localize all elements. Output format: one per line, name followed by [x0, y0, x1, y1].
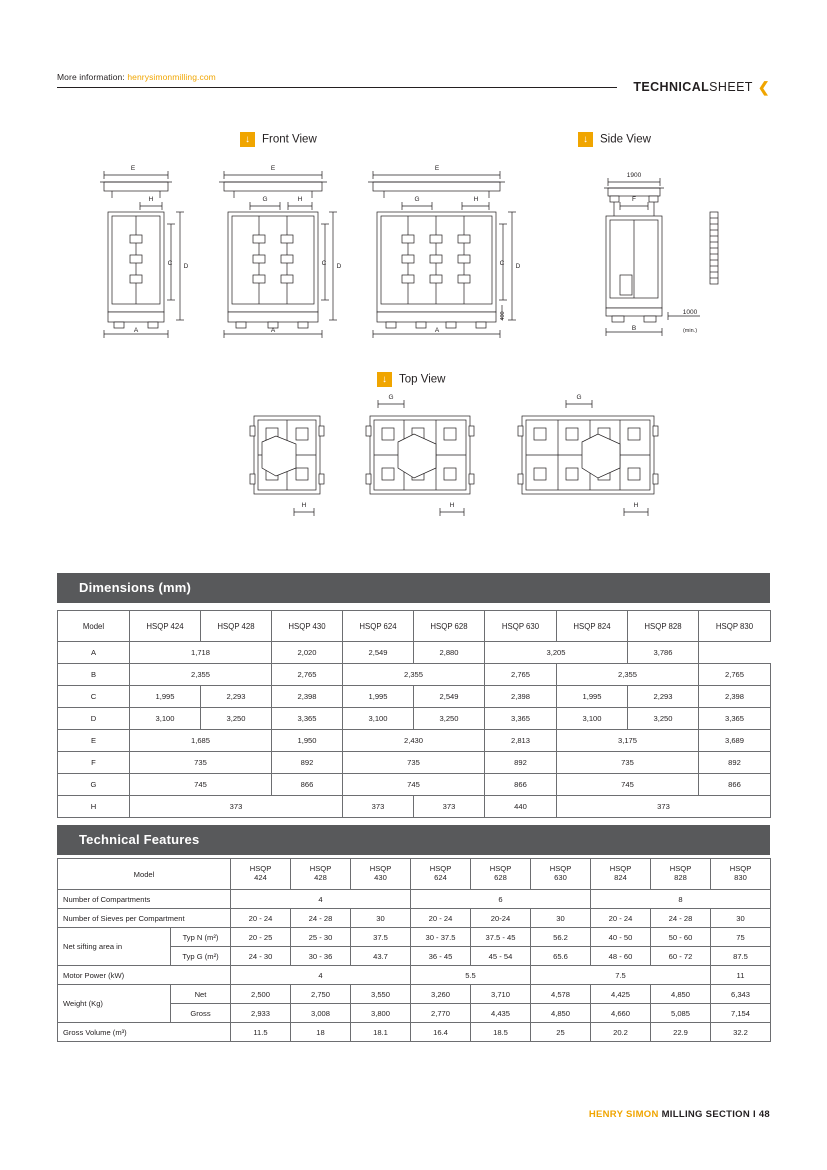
table-row — [58, 686, 771, 708]
table-cell: 6,343 — [711, 985, 771, 1004]
technical-sheet-brand — [633, 78, 770, 95]
table-cell: 3,710 — [471, 985, 531, 1004]
dimensions-banner: Dimensions (mm) — [57, 573, 770, 603]
table-row — [58, 708, 771, 730]
table-row — [58, 752, 771, 774]
column-header-model-hsqp-628: HSQP 628 — [414, 611, 485, 642]
website-link[interactable]: henrysimonmilling.com — [127, 72, 216, 82]
table-cell: 2,549 — [414, 686, 485, 708]
table-cell: 735 — [343, 752, 485, 774]
table-cell: 735 — [557, 752, 699, 774]
table-cell: 50 - 60 — [651, 928, 711, 947]
table-cell: 4,578 — [531, 985, 591, 1004]
down-arrow-icon: ↓ — [578, 132, 593, 147]
down-arrow-icon: ↓ — [377, 372, 392, 387]
table-row — [58, 796, 771, 818]
table-cell: 87.5 — [711, 947, 771, 966]
table-cell: 1,995 — [343, 686, 414, 708]
table-cell: 3,175 — [557, 730, 699, 752]
row-label: F — [58, 752, 130, 774]
table-cell: 36 - 45 — [411, 947, 471, 966]
svg-text:H: H — [148, 196, 154, 203]
row-label: E — [58, 730, 130, 752]
row-sublabel: Net — [171, 985, 231, 1004]
column-header-model-hsqp-430: HSQP 430 — [272, 611, 343, 642]
svg-text:D: D — [183, 263, 189, 270]
brand-light-text: SHEET — [709, 80, 753, 94]
table-cell: 24 - 30 — [231, 947, 291, 966]
table-cell: 745 — [557, 774, 699, 796]
row-label: D — [58, 708, 130, 730]
table-cell: 2,355 — [130, 664, 272, 686]
svg-text:1000: 1000 — [682, 309, 698, 316]
table-cell: 1,950 — [272, 730, 343, 752]
table-header-row — [58, 611, 771, 642]
table-row — [58, 730, 771, 752]
technical-drawings — [0, 120, 827, 550]
row-label: Weight (Kg) — [58, 985, 171, 1023]
table-row — [58, 890, 771, 909]
dimensions-table — [57, 610, 771, 818]
table-cell: 20 - 24 — [231, 909, 291, 928]
svg-text:G: G — [414, 196, 420, 203]
more-information — [57, 72, 216, 82]
front-view-text: Front View — [262, 133, 317, 146]
table-cell: 3,689 — [699, 730, 771, 752]
table-cell: 3,250 — [201, 708, 272, 730]
svg-text:F: F — [632, 196, 636, 203]
table-cell: 60 - 72 — [651, 947, 711, 966]
row-label: Net sifting area in — [58, 928, 171, 966]
column-header-model-hsqp-824: HSQP 824 — [557, 611, 628, 642]
table-cell: 2,020 — [272, 642, 343, 664]
table-cell: 56.2 — [531, 928, 591, 947]
table-cell: 20 - 24 — [591, 909, 651, 928]
table-cell: 866 — [272, 774, 343, 796]
table-cell: 1,718 — [130, 642, 272, 664]
table-cell: 30 - 37.5 — [411, 928, 471, 947]
table-cell: 22.9 — [651, 1023, 711, 1042]
table-cell: 3,365 — [699, 708, 771, 730]
front-view-drawing-2 — [219, 165, 342, 338]
side-view-text: Side View — [600, 133, 651, 146]
table-cell: 3,205 — [485, 642, 628, 664]
table-row — [58, 664, 771, 686]
svg-text:H: H — [449, 502, 455, 509]
svg-text:D: D — [515, 263, 521, 270]
chevron-left-icon: ❮ — [757, 79, 770, 95]
table-row — [58, 928, 771, 947]
table-cell: 3,250 — [414, 708, 485, 730]
table-cell: 5,085 — [651, 1004, 711, 1023]
table-cell: 4,850 — [651, 985, 711, 1004]
svg-text:B: B — [631, 325, 637, 332]
table-row — [58, 909, 771, 928]
table-cell: 75 — [711, 928, 771, 947]
table-cell: 18 — [291, 1023, 351, 1042]
table-cell: 2,500 — [231, 985, 291, 1004]
table-cell: 373 — [414, 796, 485, 818]
column-header-model-hsqp-828: HSQP 828 — [628, 611, 699, 642]
svg-text:H: H — [301, 502, 307, 509]
table-cell: 4,435 — [471, 1004, 531, 1023]
row-label: B — [58, 664, 130, 686]
column-header-model-hsqp-624: HSQP 624 — [343, 611, 414, 642]
svg-text:400: 400 — [500, 311, 506, 321]
table-cell: 3,550 — [351, 985, 411, 1004]
column-header-model: Model — [58, 859, 231, 890]
table-cell: 20.2 — [591, 1023, 651, 1042]
table-cell: 24 - 28 — [651, 909, 711, 928]
table-cell: 30 - 36 — [291, 947, 351, 966]
column-header-model-hsqp-630: HSQP 630 — [485, 611, 557, 642]
row-label: Gross Volume (m³) — [58, 1023, 231, 1042]
svg-text:1900: 1900 — [626, 172, 642, 179]
table-cell: 3,365 — [485, 708, 557, 730]
column-header-model-430: HSQP 430 — [351, 859, 411, 890]
table-cell: 2,933 — [231, 1004, 291, 1023]
row-label: Number of Compartments — [58, 890, 231, 909]
table-cell: 866 — [485, 774, 557, 796]
table-cell: 30 — [711, 909, 771, 928]
table-cell: 2,813 — [485, 730, 557, 752]
table-cell: 25 — [531, 1023, 591, 1042]
table-cell: 16.4 — [411, 1023, 471, 1042]
svg-text:(min.): (min.) — [682, 328, 698, 334]
table-cell: 892 — [699, 752, 771, 774]
technical-features-banner: Technical Features — [57, 825, 770, 855]
row-label: Number of Sieves per Compartment — [58, 909, 231, 928]
table-cell: 1,685 — [130, 730, 272, 752]
column-header-model-628: HSQP 628 — [471, 859, 531, 890]
table-cell: 65.6 — [531, 947, 591, 966]
table-row — [58, 985, 771, 1004]
table-cell: 18.5 — [471, 1023, 531, 1042]
front-view-drawing-3 — [368, 165, 521, 338]
page-header — [57, 72, 770, 98]
svg-text:C: C — [321, 260, 327, 267]
table-cell: 1,995 — [557, 686, 628, 708]
table-cell: 3,100 — [130, 708, 201, 730]
svg-text:C: C — [167, 260, 173, 267]
row-sublabel: Typ G (m²) — [171, 947, 231, 966]
svg-text:G: G — [576, 394, 582, 401]
table-cell: 40 - 50 — [591, 928, 651, 947]
table-cell: 745 — [343, 774, 485, 796]
table-cell: 2,765 — [272, 664, 343, 686]
svg-text:E: E — [130, 165, 136, 172]
table-cell: 8 — [591, 890, 771, 909]
table-cell: 4 — [231, 966, 411, 985]
table-cell: 2,293 — [628, 686, 699, 708]
table-cell: 2,398 — [485, 686, 557, 708]
table-cell: 11 — [711, 966, 771, 985]
svg-text:G: G — [388, 394, 394, 401]
table-header-row — [58, 859, 771, 890]
table-cell: 4,850 — [531, 1004, 591, 1023]
svg-text:D: D — [336, 263, 342, 270]
table-cell: 3,008 — [291, 1004, 351, 1023]
table-cell: 18.1 — [351, 1023, 411, 1042]
table-cell: 30 — [531, 909, 591, 928]
column-header-model-830: HSQP 830 — [711, 859, 771, 890]
svg-text:E: E — [434, 165, 440, 172]
table-cell: 25 - 30 — [291, 928, 351, 947]
table-cell: 2,430 — [343, 730, 485, 752]
svg-text:A: A — [434, 327, 440, 334]
table-cell: 2,549 — [343, 642, 414, 664]
row-sublabel: Typ N (m²) — [171, 928, 231, 947]
drawings-svg — [0, 120, 827, 550]
table-cell: 4,425 — [591, 985, 651, 1004]
table-cell: 1,995 — [130, 686, 201, 708]
table-cell: 3,786 — [628, 642, 699, 664]
table-cell: 2,398 — [272, 686, 343, 708]
svg-text:A: A — [270, 327, 276, 334]
table-cell: 440 — [485, 796, 557, 818]
table-cell: 6 — [411, 890, 591, 909]
column-header-model-hsqp-428: HSQP 428 — [201, 611, 272, 642]
svg-text:C: C — [499, 260, 505, 267]
top-view-drawing-2 — [366, 394, 474, 516]
table-cell: 4,660 — [591, 1004, 651, 1023]
svg-text:H: H — [297, 196, 303, 203]
table-cell: 32.2 — [711, 1023, 771, 1042]
column-header-model-624: HSQP 624 — [411, 859, 471, 890]
table-cell: 2,398 — [699, 686, 771, 708]
table-cell: 37.5 — [351, 928, 411, 947]
table-cell: 48 - 60 — [591, 947, 651, 966]
column-header-model-hsqp-830: HSQP 830 — [699, 611, 771, 642]
column-header-model-428: HSQP 428 — [291, 859, 351, 890]
table-cell: 2,355 — [557, 664, 699, 686]
row-label: A — [58, 642, 130, 664]
table-cell: 3,250 — [628, 708, 699, 730]
table-cell: 43.7 — [351, 947, 411, 966]
down-arrow-icon: ↓ — [240, 132, 255, 147]
table-cell: 2,765 — [699, 664, 771, 686]
table-cell: 3,100 — [343, 708, 414, 730]
row-label: G — [58, 774, 130, 796]
table-row — [58, 1023, 771, 1042]
table-cell: 2,293 — [201, 686, 272, 708]
table-cell: 11.5 — [231, 1023, 291, 1042]
table-cell: 373 — [343, 796, 414, 818]
table-cell: 3,800 — [351, 1004, 411, 1023]
svg-text:H: H — [473, 196, 479, 203]
table-cell: 2,770 — [411, 1004, 471, 1023]
table-cell: 37.5 - 45 — [471, 928, 531, 947]
page-footer — [589, 1109, 770, 1120]
table-cell: 3,100 — [557, 708, 628, 730]
header-divider — [57, 87, 617, 88]
table-row — [58, 774, 771, 796]
column-header-model-424: HSQP 424 — [231, 859, 291, 890]
table-cell: 45 - 54 — [471, 947, 531, 966]
row-label: C — [58, 686, 130, 708]
svg-text:E: E — [270, 165, 276, 172]
table-cell: 892 — [485, 752, 557, 774]
table-cell: 866 — [699, 774, 771, 796]
table-cell: 2,355 — [343, 664, 485, 686]
row-sublabel: Gross — [171, 1004, 231, 1023]
svg-text:G: G — [262, 196, 268, 203]
footer-section: MILLING SECTION I 48 — [661, 1109, 770, 1120]
table-cell: 20 - 25 — [231, 928, 291, 947]
table-cell: 5.5 — [411, 966, 531, 985]
front-view-drawing-1 — [100, 165, 189, 338]
table-row — [58, 642, 771, 664]
table-cell: 373 — [130, 796, 343, 818]
column-header-model-hsqp-424: HSQP 424 — [130, 611, 201, 642]
brand-bold-text: TECHNICAL — [633, 80, 710, 94]
column-header-model-824: HSQP 824 — [591, 859, 651, 890]
technical-features-table — [57, 858, 771, 1042]
table-cell: 7,154 — [711, 1004, 771, 1023]
table-cell: 745 — [130, 774, 272, 796]
more-information-label: More information: — [57, 72, 125, 82]
table-cell: 20-24 — [471, 909, 531, 928]
top-view-drawing-1 — [250, 416, 324, 516]
column-header-model-828: HSQP 828 — [651, 859, 711, 890]
footer-brand: HENRY SIMON — [588, 1109, 659, 1120]
table-cell: 30 — [351, 909, 411, 928]
top-view-drawing-3 — [518, 394, 658, 516]
table-cell: 3,260 — [411, 985, 471, 1004]
column-header-model-630: HSQP 630 — [531, 859, 591, 890]
table-cell: 3,365 — [272, 708, 343, 730]
side-view-drawing — [604, 172, 718, 336]
column-header-model: Model — [58, 611, 130, 642]
table-cell: 4 — [231, 890, 411, 909]
table-cell: 373 — [557, 796, 771, 818]
table-cell: 735 — [130, 752, 272, 774]
top-view-text: Top View — [399, 373, 446, 386]
svg-text:H: H — [633, 502, 639, 509]
svg-text:A: A — [133, 327, 139, 334]
table-cell: 892 — [272, 752, 343, 774]
row-label: Motor Power (kW) — [58, 966, 231, 985]
table-cell: 20 - 24 — [411, 909, 471, 928]
table-cell: 24 - 28 — [291, 909, 351, 928]
row-label: H — [58, 796, 130, 818]
table-cell: 2,750 — [291, 985, 351, 1004]
table-cell: 2,765 — [485, 664, 557, 686]
table-row — [58, 966, 771, 985]
table-cell: 2,880 — [414, 642, 485, 664]
table-cell: 7.5 — [531, 966, 711, 985]
